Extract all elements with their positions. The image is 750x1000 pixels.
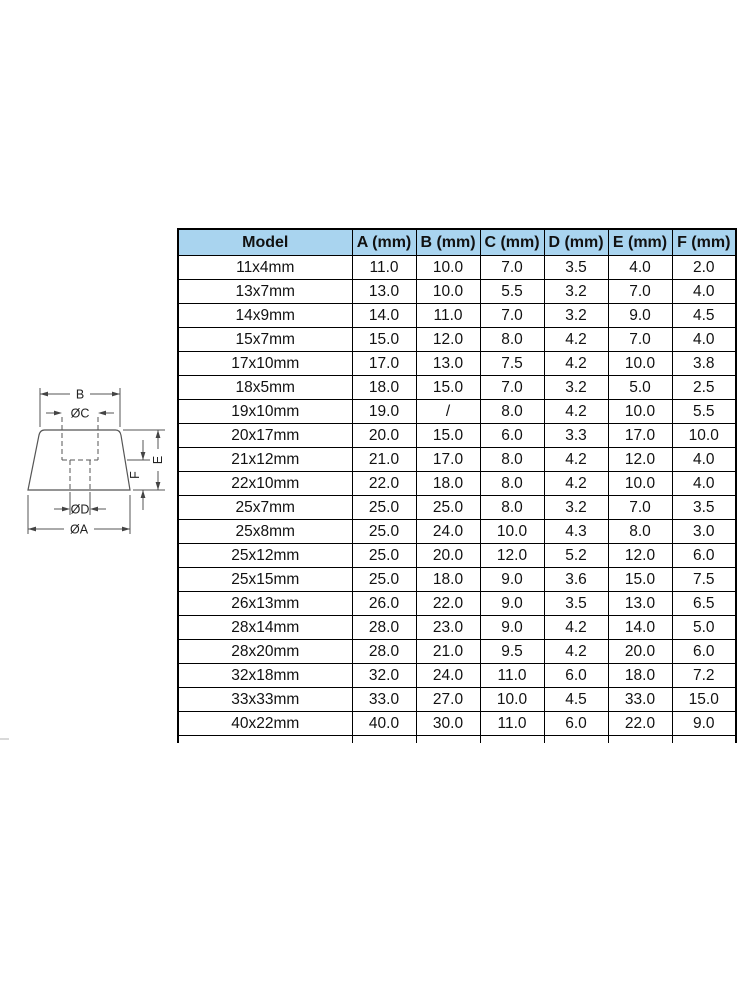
label-E: E: [151, 455, 165, 465]
table-row: [178, 352, 736, 376]
value-cell: 8.0: [480, 496, 544, 520]
value-cell: 11.0: [480, 712, 544, 736]
value-cell: 12.0: [480, 544, 544, 568]
model-cell: 18x5mm: [178, 376, 352, 400]
column-header-a: A (mm): [352, 229, 416, 256]
model-cell: 40x22mm: [178, 712, 352, 736]
value-cell: 6.0: [672, 640, 736, 664]
foot-dimension-diagram: [0, 360, 190, 560]
value-cell: 8.0: [480, 448, 544, 472]
value-cell: 3.5: [544, 256, 608, 280]
value-cell: 8.0: [608, 520, 672, 544]
spec-table-container: [177, 228, 735, 743]
label-F: F: [128, 471, 142, 479]
model-cell: 14x9mm: [178, 304, 352, 328]
table-row: [178, 640, 736, 664]
value-cell: 6.0: [672, 544, 736, 568]
value-cell: 10.0: [480, 520, 544, 544]
value-cell: 15.0: [416, 376, 480, 400]
value-cell: 2.0: [672, 256, 736, 280]
value-cell: 7.5: [672, 568, 736, 592]
value-cell: 9.0: [480, 616, 544, 640]
value-cell: 33.0: [352, 688, 416, 712]
table-row: [178, 712, 736, 736]
value-cell: 22.0: [352, 472, 416, 496]
value-cell: 8.0: [480, 400, 544, 424]
header-row: [178, 229, 736, 256]
value-cell: 24.0: [416, 520, 480, 544]
value-cell: 4.0: [608, 256, 672, 280]
value-cell: 17.0: [352, 352, 416, 376]
value-cell: 10.0: [416, 256, 480, 280]
column-header-d: D (mm): [544, 229, 608, 256]
dimension-D: [54, 492, 106, 517]
table-row: [178, 424, 736, 448]
model-cell: 17x10mm: [178, 352, 352, 376]
value-cell: 4.2: [544, 640, 608, 664]
value-cell: 3.0: [672, 520, 736, 544]
model-cell: 13x7mm: [178, 280, 352, 304]
value-cell: 3.6: [544, 568, 608, 592]
value-cell: 6.0: [480, 424, 544, 448]
value-cell: 22.0: [416, 592, 480, 616]
value-cell: 3.2: [544, 496, 608, 520]
value-cell: 4.5: [672, 304, 736, 328]
value-cell: 8.0: [480, 472, 544, 496]
value-cell: 7.0: [480, 376, 544, 400]
model-cell: 25x7mm: [178, 496, 352, 520]
value-cell: 9.0: [480, 592, 544, 616]
value-cell: 6.0: [544, 712, 608, 736]
table-row: [178, 616, 736, 640]
value-cell: 32.0: [352, 664, 416, 688]
column-header-b: B (mm): [416, 229, 480, 256]
value-cell: 15.0: [608, 568, 672, 592]
value-cell: 18.0: [416, 472, 480, 496]
value-cell: 7.0: [480, 256, 544, 280]
value-cell: 7.0: [608, 280, 672, 304]
value-cell: 5.2: [544, 544, 608, 568]
value-cell: 7.0: [480, 304, 544, 328]
value-cell: 4.3: [544, 520, 608, 544]
table-row: [178, 544, 736, 568]
value-cell: 4.2: [544, 616, 608, 640]
value-cell: 30.0: [416, 712, 480, 736]
value-cell: 11.0: [416, 304, 480, 328]
table-row: [178, 568, 736, 592]
value-cell: 5.5: [672, 400, 736, 424]
model-cell: 28x20mm: [178, 640, 352, 664]
value-cell: 3.2: [544, 376, 608, 400]
value-cell: 17.0: [416, 448, 480, 472]
value-cell: 24.0: [416, 664, 480, 688]
value-cell: 10.0: [672, 424, 736, 448]
value-cell: 2.5: [672, 376, 736, 400]
hidden-recess-lines: [62, 417, 98, 490]
value-cell: 22.0: [608, 712, 672, 736]
value-cell: 4.2: [544, 448, 608, 472]
table-row: [178, 496, 736, 520]
value-cell: 20.0: [416, 544, 480, 568]
value-cell: 33.0: [608, 688, 672, 712]
value-cell: 11.0: [352, 256, 416, 280]
value-cell: 9.0: [672, 712, 736, 736]
value-cell: 6.0: [544, 664, 608, 688]
value-cell: 20.0: [352, 424, 416, 448]
value-cell: 9.0: [480, 568, 544, 592]
value-cell: 26.0: [352, 592, 416, 616]
value-cell: 18.0: [416, 568, 480, 592]
value-cell: 10.0: [416, 280, 480, 304]
value-cell: 28.0: [352, 616, 416, 640]
dimension-spec-table: [177, 228, 737, 743]
model-cell: 25x15mm: [178, 568, 352, 592]
value-cell: 6.5: [672, 592, 736, 616]
value-cell: 10.0: [608, 400, 672, 424]
value-cell: 25.0: [352, 544, 416, 568]
value-cell: 13.0: [608, 592, 672, 616]
value-cell: 14.0: [608, 616, 672, 640]
cropped-row-stub: [178, 736, 736, 744]
value-cell: 4.0: [672, 448, 736, 472]
value-cell: 3.8: [672, 352, 736, 376]
label-B: B: [75, 387, 85, 402]
value-cell: 4.2: [544, 472, 608, 496]
value-cell: 10.0: [480, 688, 544, 712]
value-cell: 4.2: [544, 400, 608, 424]
value-cell: 25.0: [352, 568, 416, 592]
value-cell: 3.5: [544, 592, 608, 616]
value-cell: 15.0: [672, 688, 736, 712]
value-cell: 7.0: [608, 328, 672, 352]
value-cell: 5.0: [608, 376, 672, 400]
value-cell: 3.3: [544, 424, 608, 448]
table-body: [178, 256, 736, 736]
value-cell: 4.2: [544, 352, 608, 376]
table-row: [178, 400, 736, 424]
value-cell: 3.5: [672, 496, 736, 520]
model-cell: 21x12mm: [178, 448, 352, 472]
model-cell: 22x10mm: [178, 472, 352, 496]
value-cell: 28.0: [352, 640, 416, 664]
table-row: [178, 448, 736, 472]
value-cell: 18.0: [608, 664, 672, 688]
table-row: [178, 664, 736, 688]
model-cell: 33x33mm: [178, 688, 352, 712]
value-cell: 4.5: [544, 688, 608, 712]
value-cell: 27.0: [416, 688, 480, 712]
value-cell: 3.2: [544, 280, 608, 304]
value-cell: 3.2: [544, 304, 608, 328]
value-cell: 15.0: [416, 424, 480, 448]
value-cell: 25.0: [352, 496, 416, 520]
table-row: [178, 520, 736, 544]
scan-artifact: [0, 738, 9, 740]
value-cell: 9.0: [608, 304, 672, 328]
column-header-e: E (mm): [608, 229, 672, 256]
value-cell: 20.0: [608, 640, 672, 664]
value-cell: 40.0: [352, 712, 416, 736]
model-cell: 25x8mm: [178, 520, 352, 544]
value-cell: 7.2: [672, 664, 736, 688]
value-cell: 12.0: [416, 328, 480, 352]
column-header-c: C (mm): [480, 229, 544, 256]
value-cell: 14.0: [352, 304, 416, 328]
value-cell: 21.0: [416, 640, 480, 664]
table-row: [178, 280, 736, 304]
model-cell: 15x7mm: [178, 328, 352, 352]
table-row: [178, 328, 736, 352]
model-cell: 20x17mm: [178, 424, 352, 448]
value-cell: 12.0: [608, 448, 672, 472]
model-cell: 28x14mm: [178, 616, 352, 640]
table-row: [178, 376, 736, 400]
model-cell: 32x18mm: [178, 664, 352, 688]
value-cell: 10.0: [608, 352, 672, 376]
value-cell: 21.0: [352, 448, 416, 472]
model-cell: 11x4mm: [178, 256, 352, 280]
value-cell: 13.0: [416, 352, 480, 376]
column-header-model: Model: [178, 229, 352, 256]
value-cell: 12.0: [608, 544, 672, 568]
value-cell: 5.0: [672, 616, 736, 640]
value-cell: 13.0: [352, 280, 416, 304]
value-cell: 4.2: [544, 328, 608, 352]
value-cell: 4.0: [672, 328, 736, 352]
value-cell: 11.0: [480, 664, 544, 688]
value-cell: 4.0: [672, 472, 736, 496]
value-cell: 9.5: [480, 640, 544, 664]
label-D: ØD: [70, 502, 90, 517]
table-row: [178, 592, 736, 616]
value-cell: /: [416, 400, 480, 424]
value-cell: 5.5: [480, 280, 544, 304]
value-cell: 25.0: [416, 496, 480, 520]
value-cell: 15.0: [352, 328, 416, 352]
column-header-f: F (mm): [672, 229, 736, 256]
model-cell: 19x10mm: [178, 400, 352, 424]
table-row: [178, 688, 736, 712]
value-cell: 19.0: [352, 400, 416, 424]
label-A: ØA: [69, 522, 89, 537]
table-row: [178, 304, 736, 328]
dimension-C: [46, 407, 114, 421]
value-cell: 23.0: [416, 616, 480, 640]
value-cell: 7.0: [608, 496, 672, 520]
value-cell: 25.0: [352, 520, 416, 544]
value-cell: 18.0: [352, 376, 416, 400]
model-cell: 25x12mm: [178, 544, 352, 568]
value-cell: 4.0: [672, 280, 736, 304]
value-cell: 17.0: [608, 424, 672, 448]
table-row: [178, 256, 736, 280]
value-cell: 8.0: [480, 328, 544, 352]
table-row: [178, 472, 736, 496]
value-cell: 10.0: [608, 472, 672, 496]
model-cell: 26x13mm: [178, 592, 352, 616]
label-C: ØC: [70, 406, 90, 421]
value-cell: 7.5: [480, 352, 544, 376]
